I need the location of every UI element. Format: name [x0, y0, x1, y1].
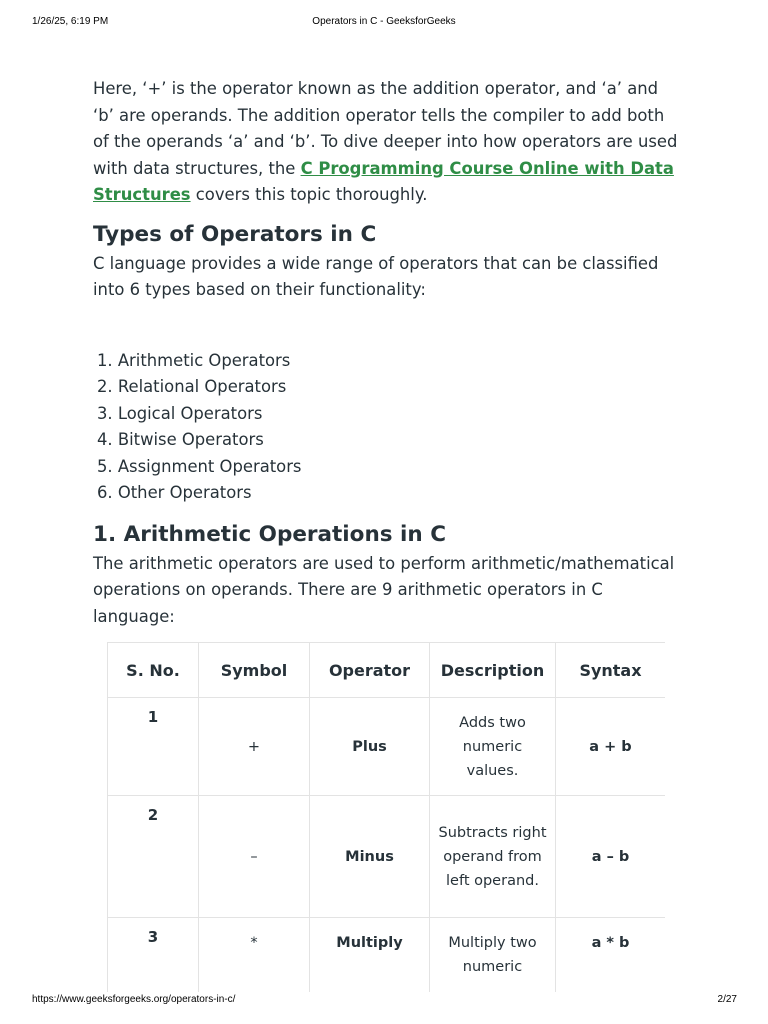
course-link[interactable]: C Programming Course Online with Data Structures — [93, 158, 674, 204]
list-item: 6. Other Operators — [97, 483, 252, 502]
cell-operator: Multiply — [310, 918, 430, 993]
cell-syntax: a * b — [556, 918, 666, 993]
table-row — [108, 918, 666, 993]
article-body — [93, 76, 683, 630]
arithmetic-intro: The arithmetic operators are used to perform arithmetic/mathematical operations on operands. There are 9 arithmetic operators in C language: — [93, 553, 675, 626]
print-datetime: 1/26/25, 6:19 PM — [32, 16, 109, 27]
print-footer — [0, 994, 768, 1010]
column-header-operator: Operator — [310, 643, 430, 698]
arithmetic-operators-table — [107, 642, 665, 992]
print-page-title: Operators in C - GeeksforGeeks — [312, 16, 456, 27]
list-item: 3. Logical Operators — [97, 403, 263, 423]
print-header — [0, 16, 768, 32]
cell-description: Subtracts right operand from left operand. — [430, 796, 556, 918]
print-url: https://www.geeksforgeeks.org/operators-in-c/ — [32, 994, 236, 1005]
cell-symbol: + — [199, 698, 310, 796]
column-header-description: Description — [430, 643, 556, 698]
column-header-sno: S. No. — [108, 643, 199, 698]
types-intro: C language provides a wide range of operators that can be classified into 6 types based on their functionality: — [93, 253, 659, 299]
cell-symbol: * — [199, 918, 310, 993]
cell-sno: 1 — [108, 698, 199, 796]
cell-syntax: a + b — [556, 698, 666, 796]
page-number: 2/27 — [717, 994, 737, 1005]
cell-description: Adds two numeric values. — [430, 698, 556, 796]
column-header-syntax: Syntax — [556, 643, 666, 698]
cell-operator: Minus — [310, 796, 430, 918]
types-heading: Types of Operators in C — [93, 221, 377, 247]
table-header-row — [108, 643, 666, 698]
list-item: 1. Arithmetic Operators — [97, 350, 291, 370]
table-row — [108, 698, 666, 796]
arithmetic-heading: 1. Arithmetic Operations in C — [93, 521, 446, 547]
intro-paragraph — [93, 76, 683, 209]
table-row — [108, 796, 666, 918]
cell-operator: Plus — [310, 698, 430, 796]
cell-syntax: a – b — [556, 796, 666, 918]
column-header-symbol: Symbol — [199, 643, 310, 698]
list-item: 5. Assignment Operators — [97, 456, 302, 476]
cell-description: Multiply two numeric — [430, 918, 556, 993]
list-item: 2. Relational Operators — [97, 377, 287, 396]
intro-text-before-link: Here, ‘+’ is the operator known as the addition operator, and ‘a’ and ‘b’ are operands. The addition operator tells the compiler to add both of the operands ‘a’ and ‘b’. To dive deeper into how operators are used with data structures, the — [93, 79, 678, 178]
cell-sno: 3 — [108, 918, 199, 993]
operator-types-list — [93, 348, 683, 507]
cell-symbol: – — [199, 796, 310, 918]
intro-text-after-link: covers this topic thoroughly. — [190, 185, 428, 204]
arithmetic-table-container — [107, 642, 665, 992]
cell-sno: 2 — [108, 796, 199, 918]
list-item: 4. Bitwise Operators — [97, 430, 264, 449]
